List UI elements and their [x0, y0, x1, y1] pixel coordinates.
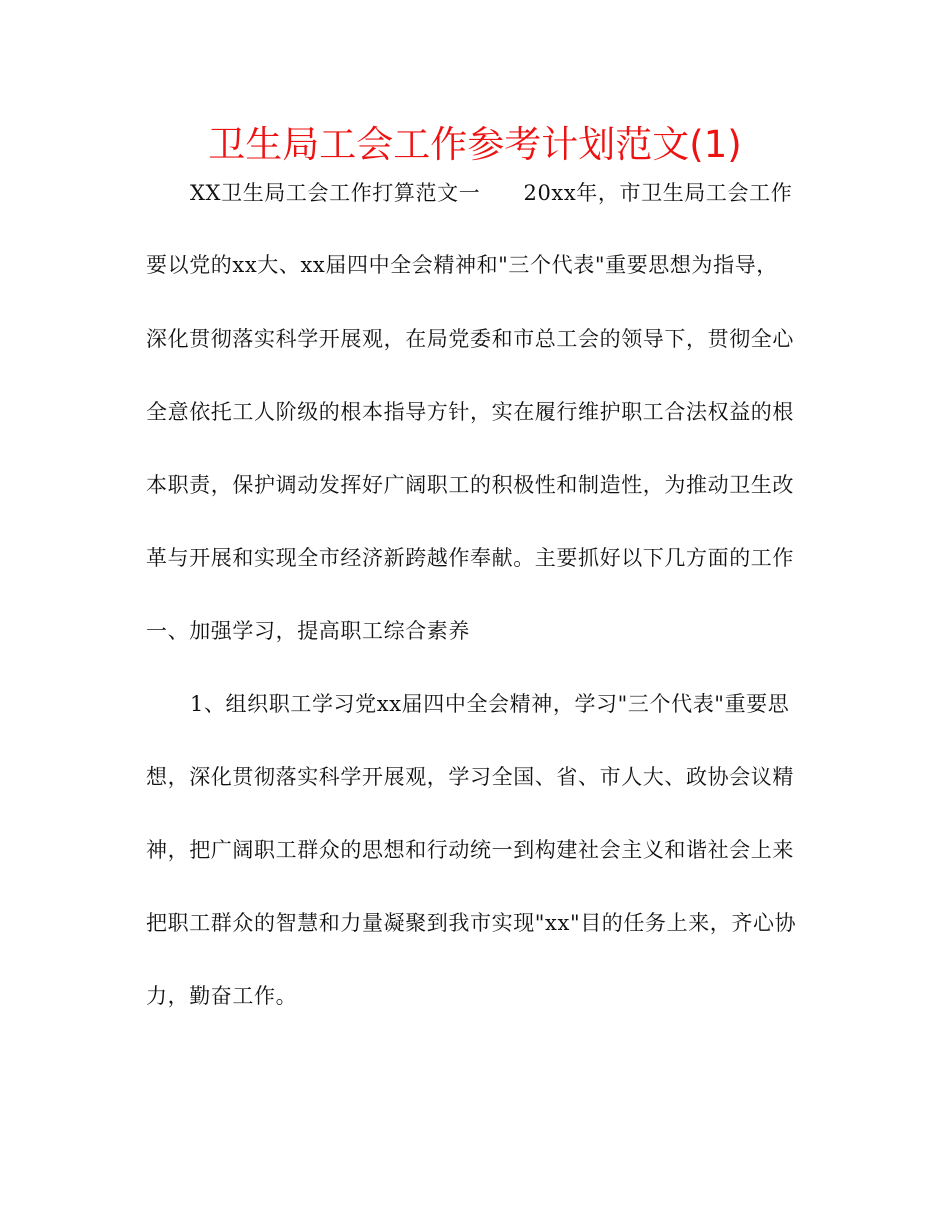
body-line-3: 深化贯彻落实科学开展观，在局党委和市总工会的领导下，贯彻全心	[146, 327, 794, 351]
section-heading-1: 一、加强学习，提高职工综合素养	[146, 619, 470, 643]
body-line-10: 神，把广阔职工群众的思想和行动统一到构建社会主义和谐社会上来	[146, 838, 794, 862]
body-line-4: 全意依托工人阶级的根本指导方针，实在履行维护职工合法权益的根	[146, 400, 794, 424]
document-title: 卫生局工会工作参考计划范文(1)	[208, 123, 742, 166]
body-line-11: 把职工群众的智慧和力量凝聚到我市实现"xx"目的任务上来，齐心协	[146, 911, 797, 935]
body-line-5: 本职责，保护调动发挥好广阔职工的积极性和制造性，为推动卫生改	[146, 473, 794, 497]
body-line-12: 力，勤奋工作。	[146, 984, 298, 1008]
body-line-9: 想，深化贯彻落实科学开展观，学习全国、省、市人大、政协会议精	[146, 765, 794, 789]
body-line-8: 1、组织职工学习党xx届四中全会精神，学习"三个代表"重要思	[190, 692, 790, 716]
body-line-6: 革与开展和实现全市经济新跨越作奉献。主要抓好以下几方面的工作	[146, 546, 794, 570]
body-line-2: 要以党的xx大、xx届四中全会精神和"三个代表"重要思想为指导，	[146, 253, 778, 277]
body-line-1: XX卫生局工会工作打算范文一 20xx年，市卫生局工会工作	[190, 181, 793, 205]
